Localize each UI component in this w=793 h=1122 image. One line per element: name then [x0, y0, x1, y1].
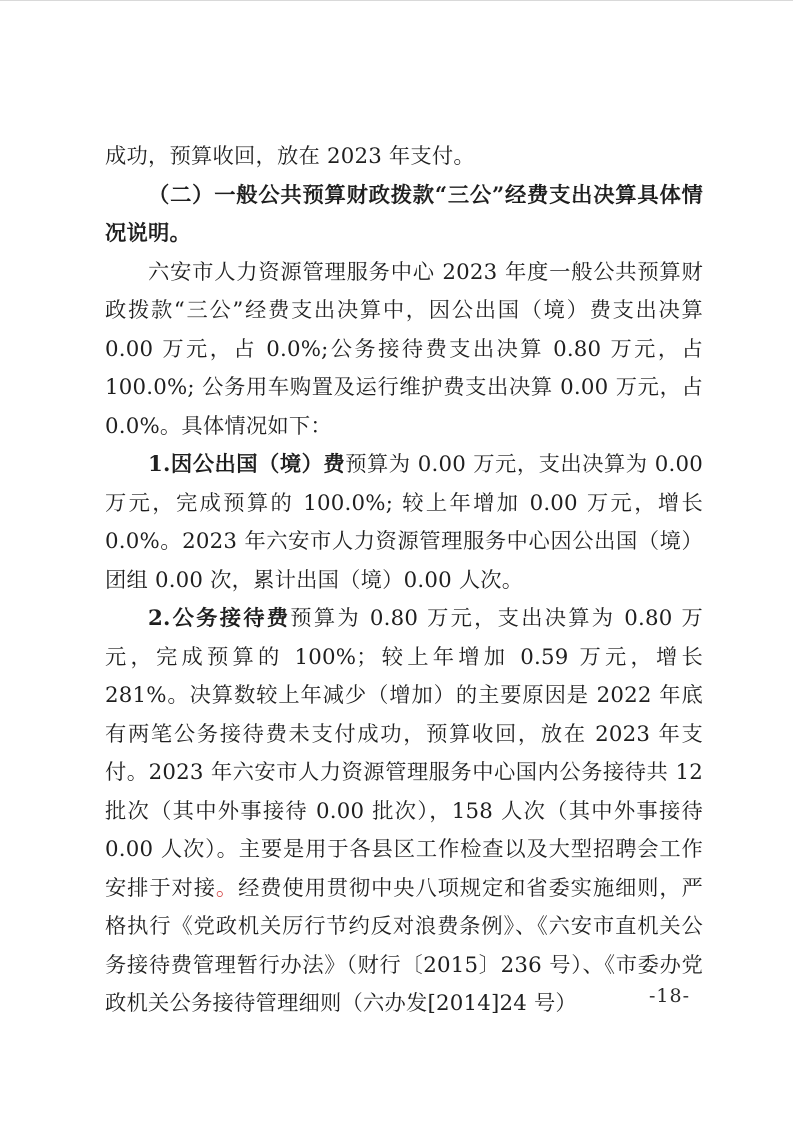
text-segment: 成功，预算收回，放在 2023 年支付。	[105, 144, 475, 169]
paragraph-continuation	[105, 138, 703, 177]
text-segment: 经费使用贯彻中央八项规定和省委实施细则，严格执行《党政机关厉行节约反对浪费条例》、《六安市直机关公务接待费管理暂行办法》（财行〔2015〕236 号）、《市委办党政机关公务接待管理细则（六办发[2014]24 号）	[105, 875, 704, 1016]
paragraph-item2-reception-expense	[105, 600, 703, 1024]
red-punctuation: 。	[215, 875, 239, 901]
paragraph-item1-abroad-expense	[105, 446, 703, 600]
bold-lead-text: （二）一般公共预算财政拨款“三公”经费支出决算具体情况说明。	[105, 182, 703, 246]
section-heading	[105, 177, 703, 254]
page-number: -18-	[648, 985, 690, 1007]
document-body	[105, 138, 703, 1024]
text-segment: 六安市人力资源管理服务中心 2023 年度一般公共预算财政拨款“三公”经费支出决算中，因公出国（境）费支出决算 0.00 万元，占 0.0%;公务接待费支出决算 0.80 万元，占 100.0%; 公务用车购置及运行维护费支出决算 0.00 万元，占 0.0%。具体情况如下：	[105, 259, 703, 439]
text-segment: 预算为 0.80 万元，支出决算为 0.80 万元，完成预算的 100%；较上年增加 0.59 万元，增长 281%。决算数较上年减少（增加）的主要原因是 2022 年底有两笔公务接待费未支付成功，预算收回，放在 2023 年支付。2023 年六安市人力资源管理服务中心国内公务接待共 12 批次（其中外事接待 0.00 批次），158 人次（其中外事接待 0.00 人次）。主要是用于各县区工作检查以及大型招聘会工作安排于对接	[105, 606, 704, 901]
paragraph-overview	[105, 254, 703, 447]
text-segment: 预算为 0.00 万元，支出决算为 0.00 万元，完成预算的 100.0%; 较上年增加 0.00 万元，增长 0.0%。2023 年六安市人力资源管理服务中心因公出国（境）团组 0.00 次，累计出国（境）0.00 人次。	[105, 452, 703, 593]
bold-lead-text: 2.公务接待费	[148, 606, 291, 631]
bold-lead-text: 1.因公出国（境）费	[148, 452, 346, 477]
